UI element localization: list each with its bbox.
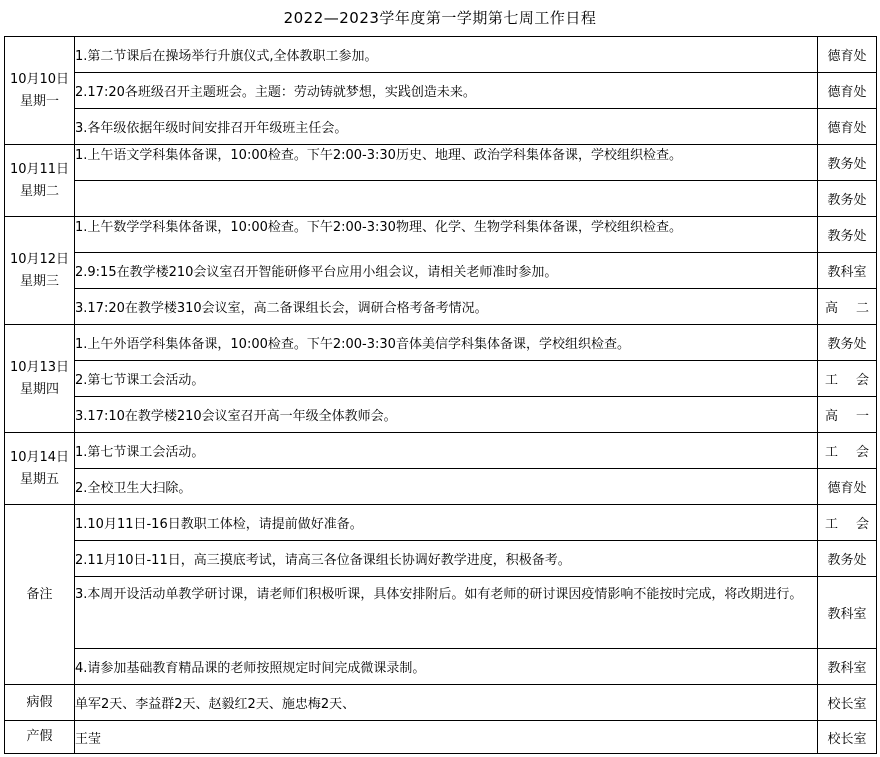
day-date: 10月13日 <box>9 359 70 375</box>
table-row <box>5 721 877 754</box>
schedule-item: 3.17:10在教学楼210会议室召开高一年级全体教师会。 <box>75 397 818 433</box>
table-row <box>5 397 877 433</box>
table-row <box>5 73 877 109</box>
table-row <box>5 433 877 469</box>
maternity-leave-label: 产假 <box>5 721 75 754</box>
table-row <box>5 37 877 73</box>
dept-cell: 德育处 <box>818 37 877 73</box>
schedule-item: 3.各年级依据年级时间安排召开年级班主任会。 <box>75 109 818 145</box>
table-row <box>5 577 877 649</box>
schedule-item: 2.全校卫生大扫除。 <box>75 469 818 505</box>
table-row <box>5 469 877 505</box>
day-weekday: 星期二 <box>19 183 59 199</box>
schedule-item: 2.17:20各班级召开主题班会。主题：劳动铸就梦想，实践创造未来。 <box>75 73 818 109</box>
notes-label: 备注 <box>5 505 75 685</box>
table-row <box>5 289 877 325</box>
schedule-item: 1.第二节课后在操场举行升旗仪式,全体教职工参加。 <box>75 37 818 73</box>
dept-cell: 德育处 <box>818 469 877 505</box>
day-date: 10月14日 <box>9 449 70 465</box>
sick-leave-text: 单军2天、李益群2天、赵毅红2天、施忠梅2天、 <box>75 685 818 721</box>
dept-cell: 教务处 <box>818 541 877 577</box>
dept-cell: 校长室 <box>818 721 877 754</box>
note-item: 3.本周开设活动单教学研讨课，请老师们积极听课，具体安排附后。如有老师的研讨课因疫情影响不能按时完成，将改期进行。 <box>75 577 818 649</box>
schedule-item: 2.第七节课工会活动。 <box>75 361 818 397</box>
dept-cell: 校长室 <box>818 685 877 721</box>
dept-cell: 教科室 <box>818 253 877 289</box>
note-item: 1.10月11日-16日教职工体检，请提前做好准备。 <box>75 505 818 541</box>
table-row <box>5 217 877 253</box>
note-item: 4.请参加基础教育精品课的老师按照规定时间完成微课录制。 <box>75 649 818 685</box>
table-row <box>5 541 877 577</box>
table-row <box>5 253 877 289</box>
table-row <box>5 325 877 361</box>
page-title: 2022—2023学年度第一学期第七周工作日程 <box>283 9 597 27</box>
schedule-table <box>4 36 877 754</box>
table-row <box>5 145 877 181</box>
maternity-leave-text: 王莹 <box>75 721 818 754</box>
schedule-item: 1.上午语文学科集体备课，10:00检查。下午2:00-3:30历史、地理、政治学科集体备课，学校组织检查。 <box>75 145 818 181</box>
table-row <box>5 181 877 217</box>
dept-cell: 教务处 <box>818 217 877 253</box>
day-cell <box>5 145 75 217</box>
day-date: 10月10日 <box>9 71 70 87</box>
schedule-item: 1.上午数学学科集体备课，10:00检查。下午2:00-3:30物理、化学、生物学科集体备课，学校组织检查。 <box>75 217 818 253</box>
day-weekday: 星期五 <box>19 471 59 487</box>
table-row <box>5 109 877 145</box>
table-row <box>5 685 877 721</box>
dept-cell: 工 会 <box>818 361 877 397</box>
day-date: 10月11日 <box>9 161 70 177</box>
sick-leave-label: 病假 <box>5 685 75 721</box>
day-cell <box>5 37 75 145</box>
dept-cell: 教科室 <box>818 649 877 685</box>
dept-cell: 教务处 <box>818 181 877 217</box>
schedule-item: 3.17:20在教学楼310会议室，高二备课组长会，调研合格考备考情况。 <box>75 289 818 325</box>
dept-cell: 教科室 <box>818 577 877 649</box>
day-weekday: 星期一 <box>19 93 59 109</box>
dept-cell: 德育处 <box>818 109 877 145</box>
day-date: 10月12日 <box>9 251 70 267</box>
dept-cell: 德育处 <box>818 73 877 109</box>
table-row <box>5 361 877 397</box>
day-cell <box>5 433 75 505</box>
day-cell <box>5 325 75 433</box>
schedule-item: 1.第七节课工会活动。 <box>75 433 818 469</box>
day-weekday: 星期三 <box>19 273 59 289</box>
dept-cell: 教务处 <box>818 325 877 361</box>
dept-cell: 教务处 <box>818 145 877 181</box>
table-row <box>5 505 877 541</box>
schedule-item: 1.上午外语学科集体备课，10:00检查。下午2:00-3:30音体美信学科集体备课，学校组织检查。 <box>75 325 818 361</box>
dept-cell: 高 一 <box>818 397 877 433</box>
dept-cell: 高 二 <box>818 289 877 325</box>
dept-cell: 工 会 <box>818 505 877 541</box>
schedule-item <box>75 181 818 217</box>
schedule-item: 2.9:15在教学楼210会议室召开智能研修平台应用小组会议，请相关老师准时参加。 <box>75 253 818 289</box>
dept-cell: 工 会 <box>818 433 877 469</box>
day-weekday: 星期四 <box>19 381 59 397</box>
note-item: 2.11月10日-11日，高三摸底考试，请高三各位备课组长协调好教学进度，积极备考。 <box>75 541 818 577</box>
table-row <box>5 649 877 685</box>
day-cell <box>5 217 75 325</box>
